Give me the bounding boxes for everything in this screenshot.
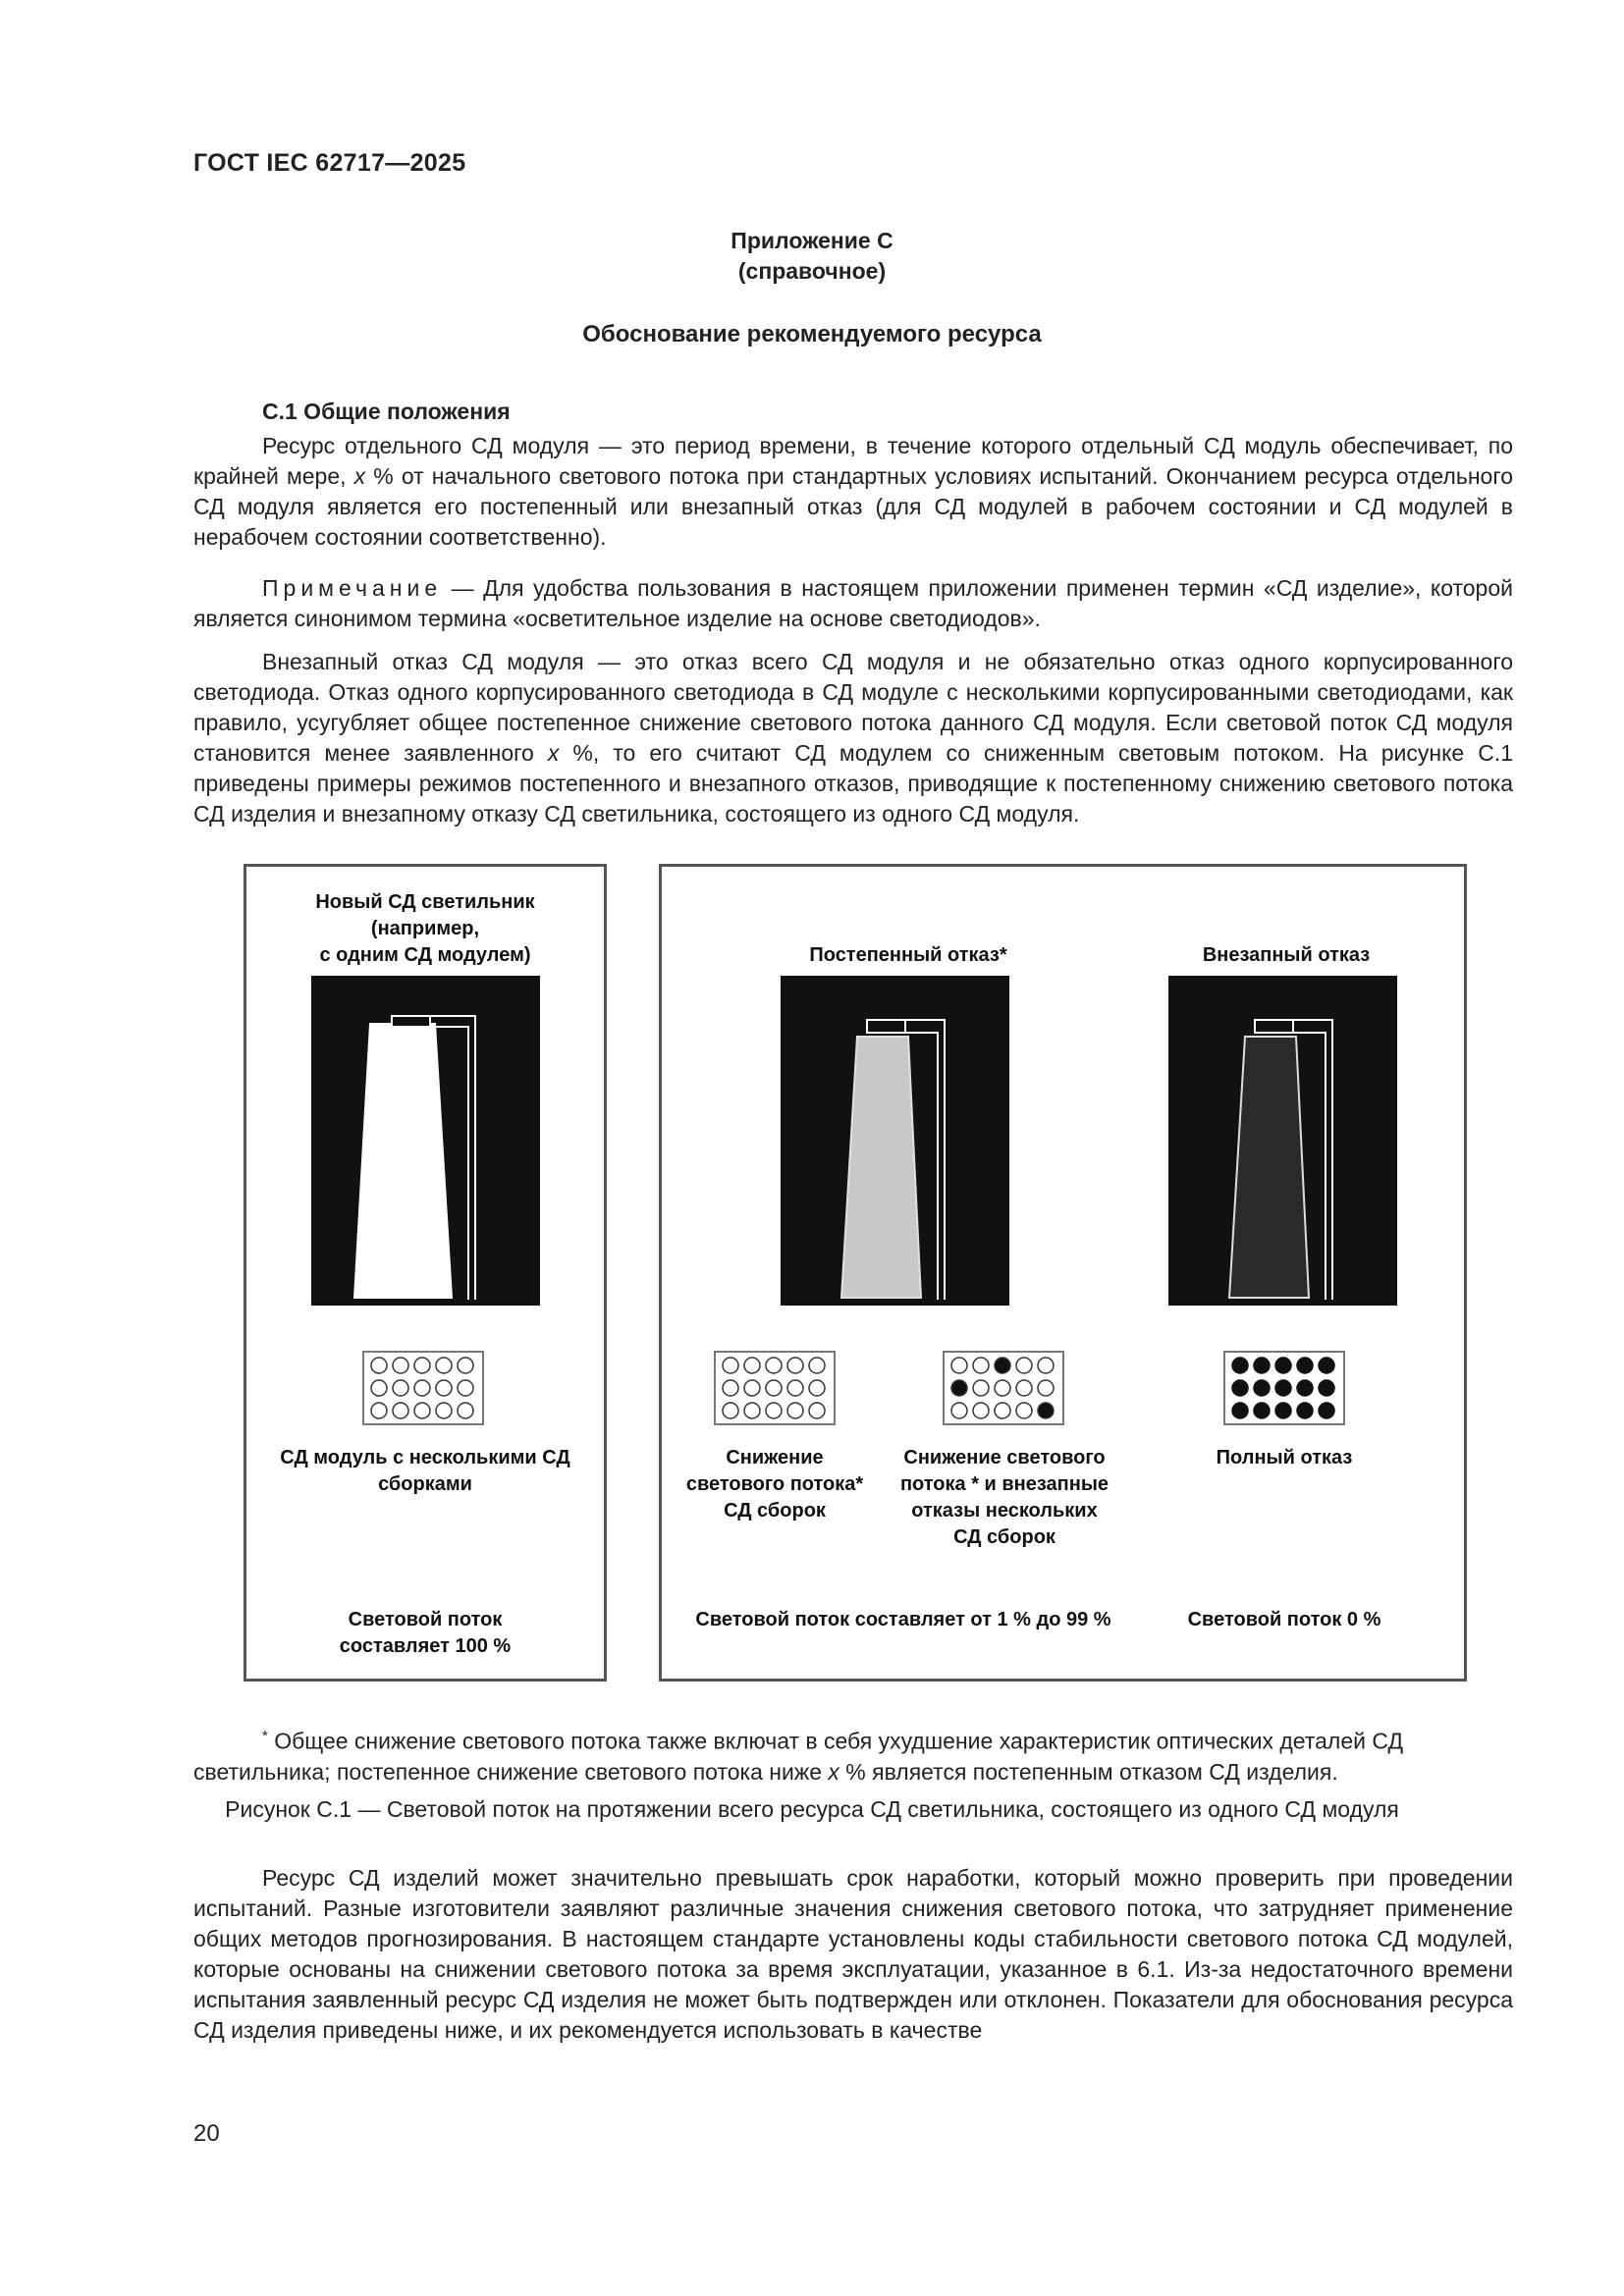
- module-label: СД модуль с несколькими СД сборками: [280, 1447, 570, 1495]
- led-circle: [393, 1380, 408, 1396]
- led-module-degraded: [714, 1351, 836, 1425]
- appendix-title: Приложение С: [731, 228, 893, 253]
- led-circle: [436, 1403, 452, 1418]
- flux-100: Световой поток составляет 100 %: [339, 1609, 512, 1657]
- new-luminaire-title: Новый СД светильник (например, с одним СД модулем): [315, 891, 535, 966]
- led-circle: [414, 1380, 430, 1396]
- section-title: С.1 Общие положения: [262, 399, 511, 424]
- led-circle: [458, 1380, 473, 1396]
- gradual-failure-title: Постепенный отказ*: [809, 944, 1007, 966]
- led-module-failed: [1223, 1351, 1345, 1425]
- document-header: ГОСТ IEC 62717—2025: [193, 149, 466, 177]
- led-circle: [436, 1380, 452, 1396]
- sudden-failure-image: [1168, 976, 1397, 1306]
- sudden-failure-title: Внезапный отказ: [1202, 944, 1371, 966]
- flux-zero: Световой поток 0 %: [1187, 1609, 1381, 1630]
- led-module-new: [362, 1351, 484, 1425]
- paragraph-3: Ресурс СД изделий может значительно превышать срок наработки, который можно проверить при проведении испытаний. Разные изготовители заявляют различные значения снижения светового потока, что затрудняет применение общих методов прогнозирования. В настоящем стандарте установлены коды стабильности светового потока СД модулей, которые основаны на снижении светового потока за время эксплуатации, указанное в 6.1. Из-за недостаточного времени испытания заявленный ресурс СД изделия не может быть подтвержден или отклонен. Показатели для обоснования ресурса СД изделия приведены ниже, и их рекомендуется использовать в качестве: [193, 1865, 1513, 2043]
- paragraph-2: Внезапный отказ СД модуля — это отказ всего СД модуля и не обязательно отказ одного корпусированного светодиода. Отказ одного корпусированного светодиода в СД модуле с несколькими корпусированными светодиодами, как правило, усугубляет общее постепенное снижение светового потока данного СД модуля. Если световой поток СД модуля становится менее заявленного x %, то его считают СД модулем со сниженным световым потоком. На рисунке С.1 приведены примеры режимов постепенного и внезапного отказов, приводящие к постепенному снижению светового потока СД изделия и внезапному отказу СД светильника, состоящего из одного СД модуля.: [193, 649, 1513, 827]
- led-circle: [371, 1358, 387, 1373]
- led-circle: [371, 1380, 387, 1396]
- gradual-failure-image: [781, 976, 1009, 1306]
- appendix-subtitle: (справочное): [737, 258, 887, 284]
- page-number: 20: [193, 2120, 220, 2147]
- led-circle: [393, 1358, 408, 1373]
- led-circle: [458, 1358, 473, 1373]
- degradation-label: Снижение светового потока* СД сборок: [685, 1447, 864, 1522]
- paragraph-1: Ресурс отдельного СД модуля — это период времени, в течение которого отдельный СД модуль обеспечивает, по крайней мере, x % от начального светового потока при стандартных условиях испытаний. Окончанием ресурса отдельного СД модуля является его постепенный или внезапный отказ (для СД модулей в рабочем состоянии и СД модулей в нерабочем состоянии соответственно).: [193, 433, 1513, 550]
- led-circle: [414, 1403, 430, 1418]
- new-luminaire-image: [311, 976, 540, 1306]
- led-circle: [414, 1358, 430, 1373]
- led-circle: [371, 1403, 387, 1418]
- note-label: Примечание: [262, 575, 443, 601]
- partial-failure-label: Снижение светового потока * и внезапные отказы нескольких СД сборок: [899, 1447, 1110, 1548]
- note: Примечание — Для удобства пользования в настоящем приложении применен термин «СД изделие», которой является синонимом термина «осветительное изделие на основе светодиодов».: [193, 575, 1513, 631]
- complete-failure-label: Полный отказ: [1216, 1447, 1353, 1468]
- led-module-partial-failure: [943, 1351, 1064, 1425]
- figure-caption: Рисунок С.1 — Световой поток на протяжении всего ресурса СД светильника, состоящего из одного СД модуля: [225, 1796, 1399, 1822]
- figure-footnote: * Общее снижение светового потока также включат в себя ухудшение характеристик оптических деталей СД светильника; постепенное снижение светового потока ниже x % является постепенным отказом СД изделия.: [193, 1728, 1404, 1785]
- led-circle: [393, 1403, 408, 1418]
- led-circle: [436, 1358, 452, 1373]
- flux-partial: Световой поток составляет от 1 % до 99 %: [695, 1609, 1111, 1630]
- led-circle: [458, 1403, 473, 1418]
- appendix-heading: Обоснование рекомендуемого ресурса: [582, 321, 1042, 347]
